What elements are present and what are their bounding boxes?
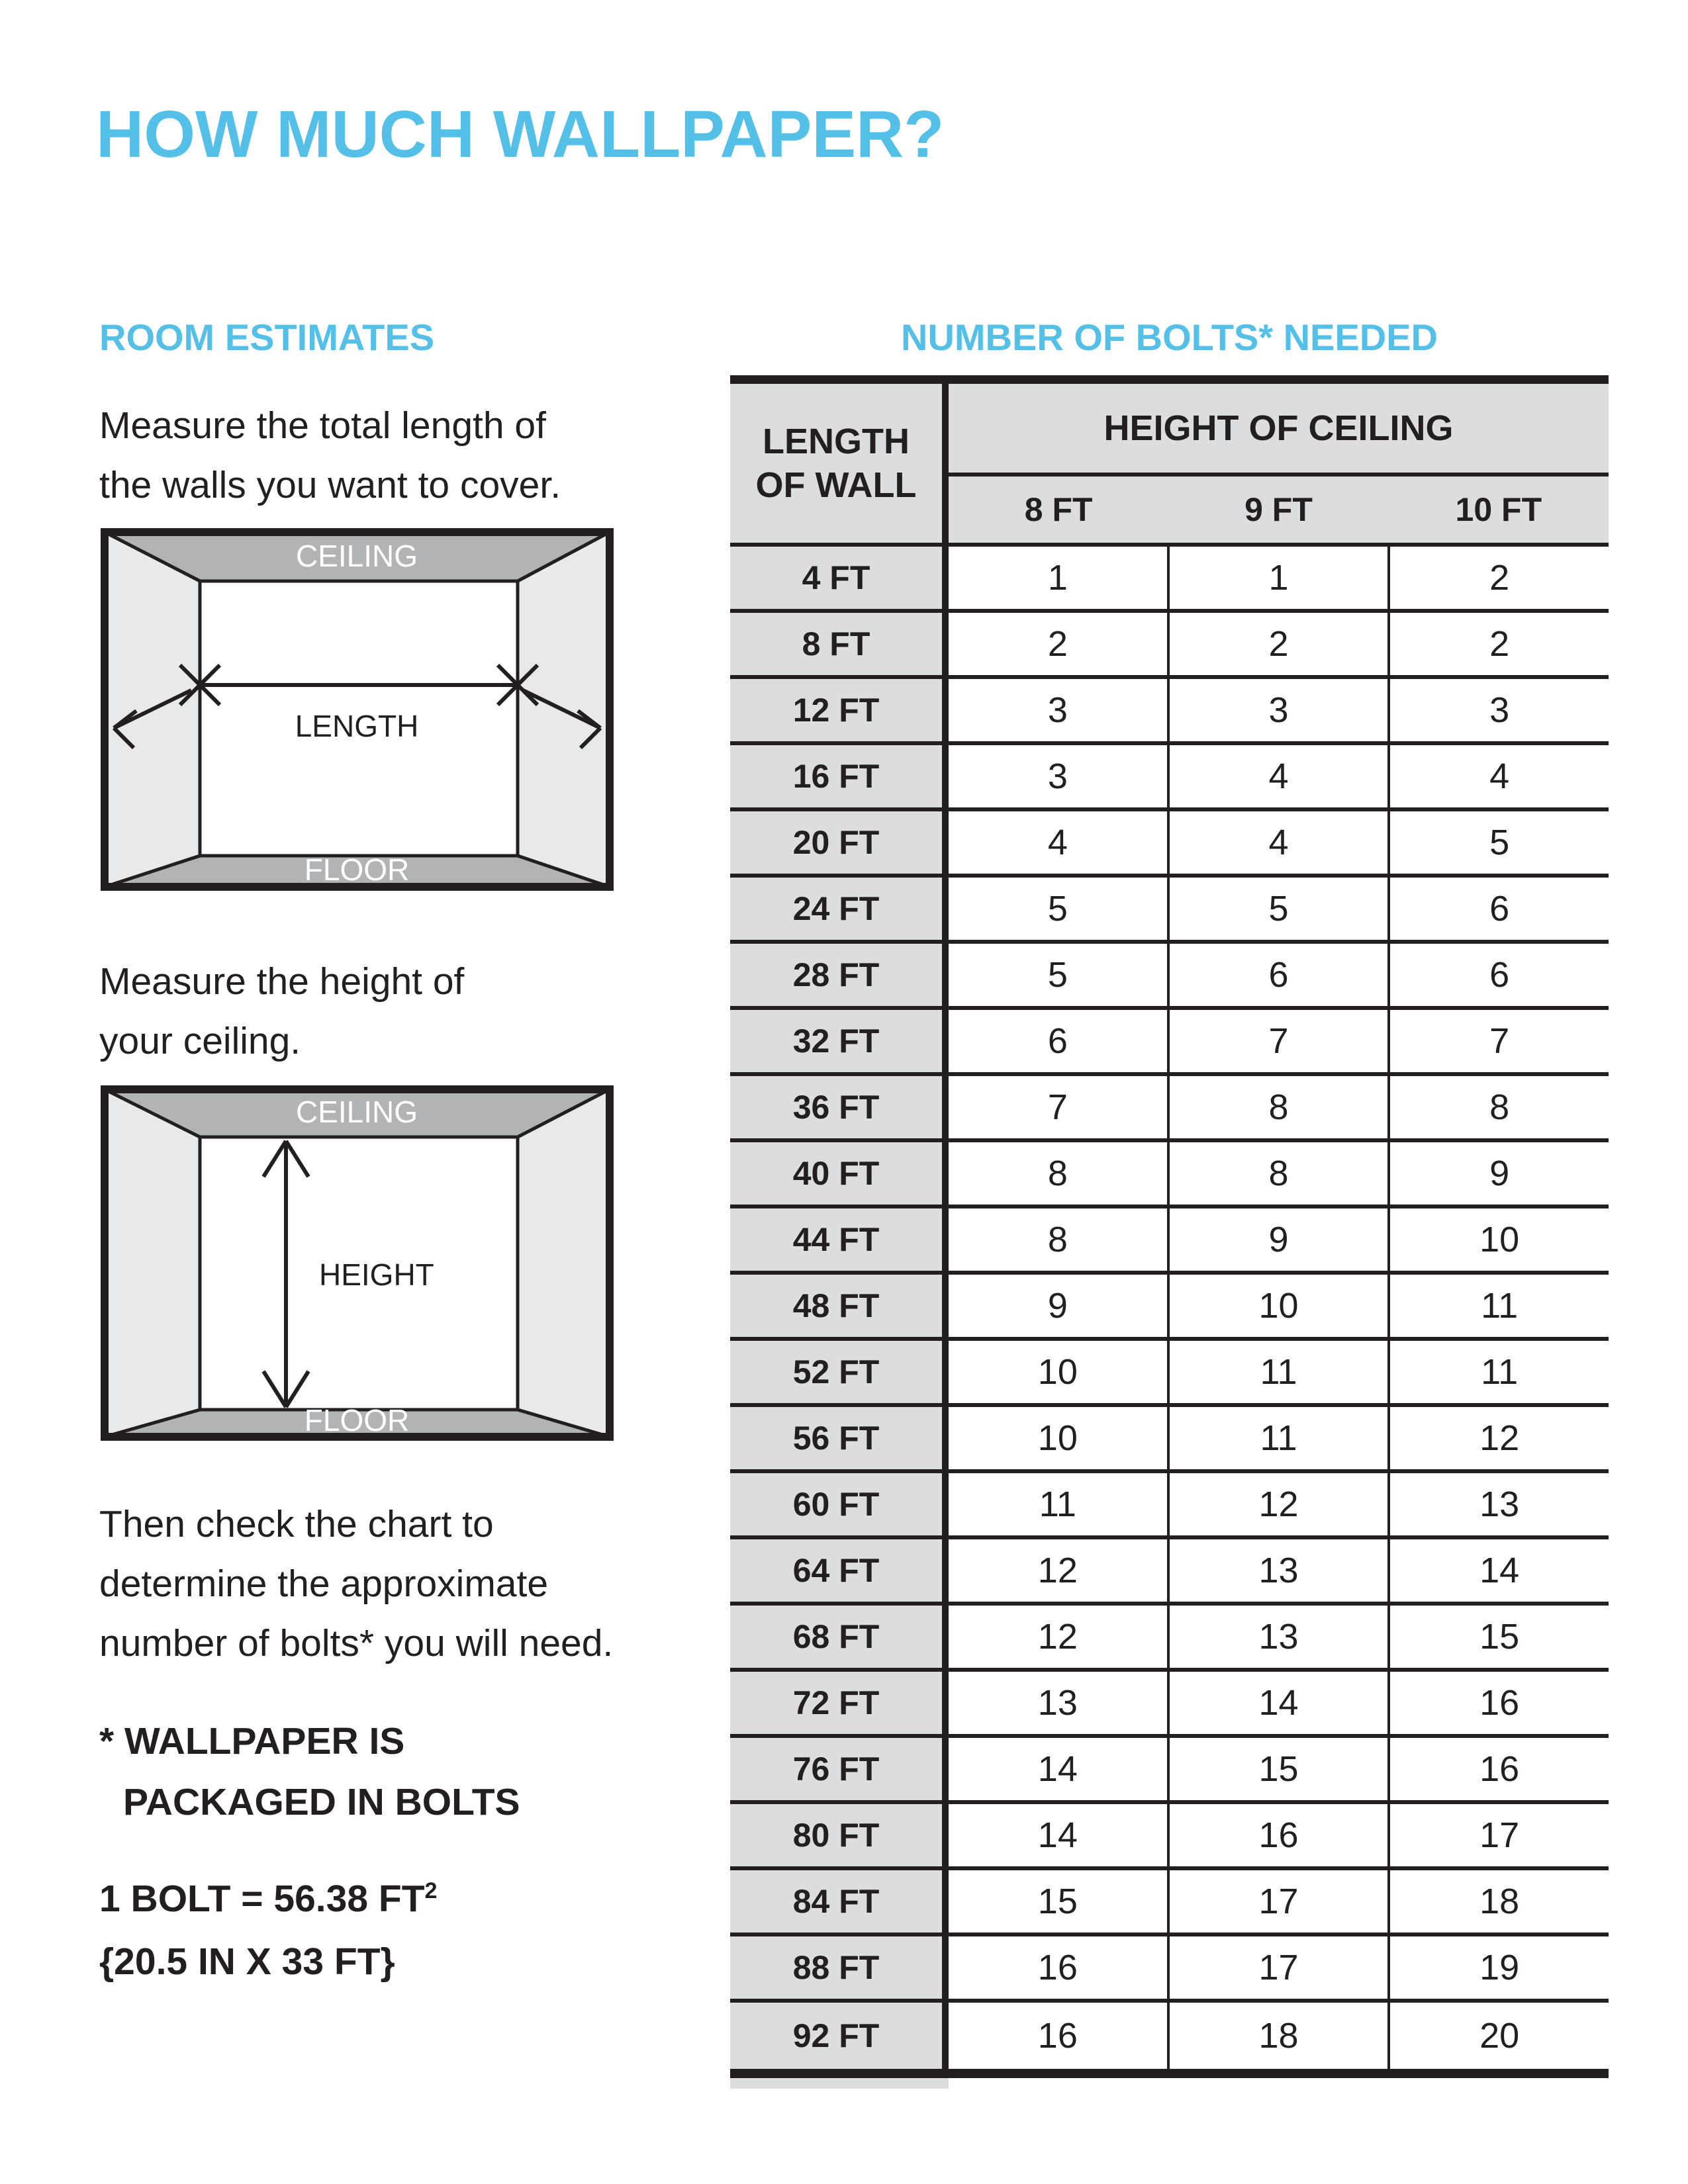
squared-superscript: 2 <box>424 1878 438 1903</box>
table-cell: 5 <box>1167 878 1388 940</box>
bolts-needed-heading: NUMBER OF BOLTS* NEEDED <box>901 316 1438 358</box>
table-cell: 7 <box>1387 1010 1609 1072</box>
table-cell: 12 <box>949 1539 1167 1602</box>
table-cell: 20 <box>1387 2003 1609 2069</box>
row-label: 4 FT <box>730 547 949 609</box>
ceiling-label: CEILING <box>295 539 418 573</box>
table-cell: 3 <box>1387 679 1609 741</box>
table-cell: 2 <box>949 613 1167 675</box>
table-cell: 19 <box>1387 1936 1609 1999</box>
table-cell: 15 <box>949 1870 1167 1933</box>
table-cell: 12 <box>1387 1407 1609 1469</box>
table-top-bar <box>730 375 1609 384</box>
row-label: 52 FT <box>730 1341 949 1403</box>
paragraph-line: your ceiling. <box>99 1020 301 1062</box>
row-label: 56 FT <box>730 1407 949 1469</box>
row-label: 28 FT <box>730 944 949 1006</box>
table-row <box>730 811 1609 878</box>
paragraph-line: Then check the chart to <box>99 1503 494 1545</box>
table-cell: 6 <box>1387 944 1609 1006</box>
row-label: 76 FT <box>730 1738 949 1800</box>
table-cell: 10 <box>949 1407 1167 1469</box>
left-wall-panel <box>105 1089 200 1437</box>
table-cell: 6 <box>949 1010 1167 1072</box>
table-row <box>730 1275 1609 1341</box>
table-cell: 7 <box>1167 1010 1388 1072</box>
paragraph-line: the walls you want to cover. <box>99 464 561 506</box>
column-header-8ft: 8 FT <box>1024 491 1093 528</box>
table-cell: 17 <box>1167 1870 1388 1933</box>
ceiling-height-columns <box>949 477 1609 543</box>
table-cell: 12 <box>949 1606 1167 1668</box>
floor-label: FLOOR <box>304 1403 410 1437</box>
table-cell: 8 <box>1387 1076 1609 1138</box>
paragraph-line: Measure the height of <box>99 960 465 1003</box>
table-cell: 10 <box>1387 1208 1609 1271</box>
bolt-dimensions: {20.5 IN X 33 FT} <box>99 1940 395 1983</box>
table-cell: 14 <box>1387 1539 1609 1602</box>
room-height-diagram <box>101 1085 614 1441</box>
ceiling-height-header-group <box>949 384 1609 543</box>
table-cell: 4 <box>1167 811 1388 874</box>
row-label: 80 FT <box>730 1804 949 1866</box>
table-row <box>730 1407 1609 1473</box>
room-estimates-heading: ROOM ESTIMATES <box>99 316 435 358</box>
length-of-wall-header <box>730 384 949 543</box>
row-label: 92 FT <box>730 2003 949 2069</box>
row-label: 36 FT <box>730 1076 949 1138</box>
paragraph-line: Measure the total length of <box>99 404 546 447</box>
row-label: 44 FT <box>730 1208 949 1271</box>
table-row <box>730 1738 1609 1804</box>
table-cell: 11 <box>1167 1341 1388 1403</box>
table-cell: 3 <box>949 745 1167 807</box>
table-cell: 5 <box>949 878 1167 940</box>
table-cell: 9 <box>949 1275 1167 1337</box>
table-cell: 14 <box>949 1738 1167 1800</box>
table-cell: 17 <box>1167 1936 1388 1999</box>
table-cell: 9 <box>1387 1142 1609 1205</box>
ceiling-label: CEILING <box>295 1095 418 1129</box>
table-row <box>730 1341 1609 1407</box>
column-header-10ft: 10 FT <box>1455 491 1542 528</box>
table-row <box>730 1936 1609 2003</box>
table-cell: 4 <box>1167 745 1388 807</box>
footnote-line: * WALLPAPER IS <box>99 1720 405 1762</box>
table-cell: 11 <box>1387 1275 1609 1337</box>
table-cell: 11 <box>1387 1341 1609 1403</box>
table-cell: 14 <box>1167 1672 1388 1734</box>
table-cell: 8 <box>949 1208 1167 1271</box>
table-cell: 3 <box>1167 679 1388 741</box>
table-cell: 15 <box>1167 1738 1388 1800</box>
table-cell: 16 <box>949 1936 1167 1999</box>
row-label: 60 FT <box>730 1473 949 1535</box>
table-row <box>730 1076 1609 1142</box>
row-label: 40 FT <box>730 1142 949 1205</box>
table-row <box>730 1606 1609 1672</box>
table-cell: 17 <box>1387 1804 1609 1866</box>
row-label: 24 FT <box>730 878 949 940</box>
table-row <box>730 613 1609 679</box>
table-cell: 7 <box>949 1076 1167 1138</box>
table-row <box>730 1870 1609 1936</box>
row-label: 72 FT <box>730 1672 949 1734</box>
table-cell: 5 <box>1387 811 1609 874</box>
table-cell: 4 <box>1387 745 1609 807</box>
table-row <box>730 1672 1609 1738</box>
table-cell: 10 <box>949 1341 1167 1403</box>
bolt-equation <box>99 1860 438 1931</box>
bolts-table <box>730 375 1609 2078</box>
table-cell: 1 <box>1167 547 1388 609</box>
table-cell: 12 <box>1167 1473 1388 1535</box>
table-cell: 18 <box>1167 2003 1388 2069</box>
table-cell: 16 <box>949 2003 1167 2069</box>
table-bottom-bar <box>730 2069 1609 2078</box>
table-cell: 6 <box>1387 878 1609 940</box>
table-cell: 3 <box>949 679 1167 741</box>
table-rows <box>730 547 1609 2069</box>
measure-length-paragraph <box>99 396 561 515</box>
table-cell: 10 <box>1167 1275 1388 1337</box>
row-label: 16 FT <box>730 745 949 807</box>
row-label: 68 FT <box>730 1606 949 1668</box>
row-label: 64 FT <box>730 1539 949 1602</box>
table-cell: 11 <box>949 1473 1167 1535</box>
check-chart-paragraph <box>99 1494 613 1673</box>
table-cell: 13 <box>1167 1606 1388 1668</box>
table-row <box>730 1473 1609 1539</box>
table-cell: 9 <box>1167 1208 1388 1271</box>
table-cell: 6 <box>1167 944 1388 1006</box>
table-row <box>730 1539 1609 1606</box>
bolts-footnote <box>99 1711 520 1833</box>
table-row <box>730 745 1609 811</box>
row-label: 20 FT <box>730 811 949 874</box>
table-cell: 8 <box>1167 1076 1388 1138</box>
page-title: HOW MUCH WALLPAPER? <box>96 97 945 171</box>
table-row <box>730 547 1609 613</box>
table-header <box>730 384 1609 547</box>
table-cell: 2 <box>1167 613 1388 675</box>
table-cell: 1 <box>949 547 1167 609</box>
footnote-line: PACKAGED IN BOLTS <box>123 1781 520 1823</box>
paragraph-line: determine the approximate <box>99 1563 549 1605</box>
table-cell: 4 <box>949 811 1167 874</box>
table-cell: 18 <box>1387 1870 1609 1933</box>
right-wall-panel <box>518 1089 610 1437</box>
row-label: 8 FT <box>730 613 949 675</box>
row-label: 12 FT <box>730 679 949 741</box>
table-row <box>730 878 1609 944</box>
floor-label: FLOOR <box>304 852 410 887</box>
table-cell: 2 <box>1387 613 1609 675</box>
table-row <box>730 1208 1609 1275</box>
table-cell: 16 <box>1167 1804 1388 1866</box>
bolt-size-info <box>99 1860 438 1993</box>
paragraph-line: number of bolts* you will need. <box>99 1622 614 1664</box>
table-cell: 13 <box>1167 1539 1388 1602</box>
table-row <box>730 944 1609 1010</box>
row-label: 48 FT <box>730 1275 949 1337</box>
measure-height-paragraph <box>99 952 464 1071</box>
table-cell: 16 <box>1387 1738 1609 1800</box>
height-label: HEIGHT <box>319 1257 434 1292</box>
table-cell: 8 <box>1167 1142 1388 1205</box>
table-cell: 8 <box>949 1142 1167 1205</box>
table-row <box>730 679 1609 745</box>
column-header-9ft: 9 FT <box>1244 491 1313 528</box>
table-cell: 16 <box>1387 1672 1609 1734</box>
row-label: 84 FT <box>730 1870 949 1933</box>
room-length-diagram <box>101 528 614 891</box>
table-cell: 15 <box>1387 1606 1609 1668</box>
bolt-equation-text: 1 BOLT = 56.38 FT <box>99 1878 425 1920</box>
table-cell: 5 <box>949 944 1167 1006</box>
table-row <box>730 2003 1609 2069</box>
row-label: 32 FT <box>730 1010 949 1072</box>
length-label: LENGTH <box>295 709 419 743</box>
header-line: OF WALL <box>755 465 917 505</box>
table-cell: 13 <box>949 1672 1167 1734</box>
table-cell: 14 <box>949 1804 1167 1866</box>
table-shadow-strip <box>730 2078 949 2089</box>
table-cell: 2 <box>1387 547 1609 609</box>
row-label: 88 FT <box>730 1936 949 1999</box>
table-row <box>730 1804 1609 1870</box>
header-line: LENGTH <box>763 422 910 461</box>
table-cell: 11 <box>1167 1407 1388 1469</box>
height-of-ceiling-header: HEIGHT OF CEILING <box>949 384 1609 473</box>
table-cell: 13 <box>1387 1473 1609 1535</box>
table-row <box>730 1142 1609 1208</box>
table-row <box>730 1010 1609 1076</box>
